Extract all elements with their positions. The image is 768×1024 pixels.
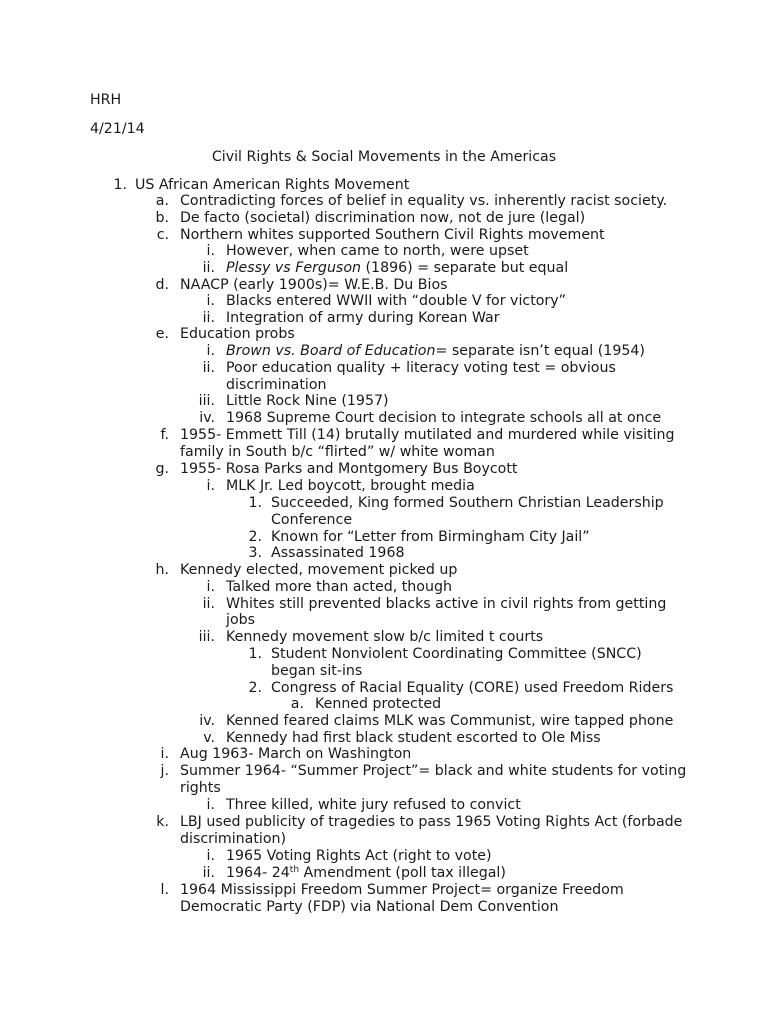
list-marker: iii.: [198, 393, 215, 409]
item-text: Kennedy had first black student escorted to Ole Miss: [226, 730, 601, 746]
list-item-text: [180, 461, 518, 478]
list-item-text: [180, 444, 495, 461]
list-marker: 2.: [248, 529, 262, 545]
list-marker: ii.: [202, 865, 215, 881]
list-marker: i.: [206, 243, 215, 259]
list-item-text: [180, 780, 221, 797]
list-marker: iii.: [198, 629, 215, 645]
item-text: Known for “Letter from Birmingham City Jail”: [271, 529, 590, 545]
item-text: NAACP (early 1900s)= W.E.B. Du Bios: [180, 277, 448, 293]
list-item-text: [226, 579, 452, 596]
list-marker: 1.: [248, 495, 262, 511]
list-item-text: [226, 243, 529, 260]
list-marker: i.: [206, 579, 215, 595]
list-marker: j.: [160, 763, 169, 779]
list-item-text: [226, 310, 500, 327]
list-marker: l.: [160, 882, 169, 898]
list-item-text: [180, 882, 624, 899]
list-marker: d.: [155, 277, 169, 293]
list-marker: ii.: [202, 596, 215, 612]
list-marker: 3.: [248, 545, 262, 561]
item-text: Student Nonviolent Coordinating Committee (SNCC): [271, 646, 642, 662]
list-item-text: [180, 746, 411, 763]
list-item-text: [135, 177, 409, 194]
list-item-text: [226, 848, 492, 865]
item-text: 1955- Emmett Till (14) brutally mutilated and murdered while visiting: [180, 427, 675, 443]
list-marker: 1.: [113, 177, 127, 193]
list-item-text: [180, 831, 286, 848]
item-text: family in South b/c “flirted” w/ white woman: [180, 444, 495, 460]
item-text: Kennedy movement slow b/c limited t courts: [226, 629, 544, 645]
item-text: Kenned protected: [315, 696, 442, 712]
item-text: Education probs: [180, 326, 295, 342]
item-text: However, when came to north, were upset: [226, 243, 529, 259]
list-marker: v.: [203, 730, 215, 746]
item-text: Congress of Racial Equality (CORE) used Freedom Riders: [271, 680, 674, 696]
item-text: Kenned feared claims MLK was Communist, wire tapped phone: [226, 713, 674, 729]
list-item-text: [180, 210, 585, 227]
item-text: (1896) = separate but equal: [361, 260, 569, 276]
list-marker: e.: [155, 326, 169, 342]
item-text: Little Rock Nine (1957): [226, 393, 389, 409]
item-text: Succeeded, King formed Southern Christian Leadership: [271, 495, 664, 511]
item-text: Poor education quality + literacy voting test = obvious: [226, 360, 616, 376]
case-title: Brown vs. Board of Education: [226, 343, 436, 359]
list-marker: i.: [160, 746, 169, 762]
list-marker: i.: [206, 343, 215, 359]
item-text: 1964 Mississippi Freedom Summer Project= organize Freedom: [180, 882, 624, 898]
list-marker: i.: [206, 293, 215, 309]
list-marker: c.: [156, 227, 169, 243]
list-marker: a.: [290, 696, 304, 712]
item-text: Democratic Party (FDP) via National Dem Convention: [180, 899, 559, 915]
list-item-text: [226, 360, 616, 377]
list-item-text: [226, 596, 666, 613]
list-item-text: [180, 193, 667, 210]
list-marker: a.: [155, 193, 169, 209]
list-marker: ii.: [202, 360, 215, 376]
list-item-text: [226, 730, 601, 747]
list-item-text: [180, 427, 675, 444]
item-text: jobs: [226, 612, 256, 628]
list-item-text: [180, 277, 448, 294]
item-text: discrimination): [180, 831, 287, 847]
page-title: Civil Rights & Social Movements in the Americas: [211, 149, 557, 165]
list-marker: i.: [206, 797, 215, 813]
list-item-text: [180, 326, 295, 343]
item-text: = separate isn’t equal (1954): [435, 343, 645, 359]
case-title: Plessy vs Ferguson: [226, 260, 361, 276]
item-text: US African American Rights Movement: [135, 177, 410, 193]
list-marker: i.: [206, 478, 215, 494]
list-marker: f.: [160, 427, 169, 443]
list-item-text: [226, 478, 475, 495]
item-text: 1968 Supreme Court decision to integrate schools all at once: [226, 410, 662, 426]
list-item-text: [226, 865, 506, 882]
list-item-text: [271, 545, 405, 562]
list-item-text: [271, 495, 664, 512]
list-item-text: [226, 713, 673, 730]
list-item-text: [226, 293, 566, 310]
item-text: Kennedy elected, movement picked up: [180, 562, 458, 578]
list-marker: g.: [155, 461, 169, 477]
ordinal-superscript: th: [289, 865, 300, 875]
list-marker: 1.: [248, 646, 262, 662]
list-marker: iv.: [199, 713, 215, 729]
item-text: 1964- 24: [226, 865, 290, 881]
item-text: Three killed, white jury refused to convict: [226, 797, 521, 813]
item-text: Conference: [271, 512, 353, 528]
list-item-text: [180, 227, 605, 244]
author-initials: HRH: [90, 92, 122, 108]
list-item-text: [315, 696, 441, 713]
item-text: Summer 1964- “Summer Project”= black and white students for voting: [180, 763, 687, 779]
list-item-text: [180, 763, 686, 780]
item-text: 1955- Rosa Parks and Montgomery Bus Boycott: [180, 461, 518, 477]
list-marker: ii.: [202, 310, 215, 326]
item-text: Talked more than acted, though: [226, 579, 452, 595]
item-text: De facto (societal) discrimination now, not de jure (legal): [180, 210, 586, 226]
list-item-text: [226, 612, 255, 629]
item-text: Whites still prevented blacks active in civil rights from getting: [226, 596, 667, 612]
list-item-text: [271, 646, 642, 663]
item-text: began sit-ins: [271, 663, 363, 679]
item-text: Contradicting forces of belief in equality vs. inherently racist society.: [180, 193, 668, 209]
list-item-text: [226, 393, 389, 410]
list-item-text: [180, 899, 558, 916]
item-text: MLK Jr. Led boycott, brought media: [226, 478, 475, 494]
list-marker: h.: [155, 562, 169, 578]
list-item-text: [180, 814, 682, 831]
list-item-text: [180, 562, 457, 579]
item-text: Northern whites supported Southern Civil Rights movement: [180, 227, 605, 243]
item-text: LBJ used publicity of tragedies to pass 1965 Voting Rights Act (forbade: [180, 814, 683, 830]
list-marker: ii.: [202, 260, 215, 276]
list-item-text: [226, 410, 661, 427]
list-marker: iv.: [199, 410, 215, 426]
list-item-text: [226, 260, 568, 277]
list-marker: b.: [155, 210, 169, 226]
item-text: discrimination: [226, 377, 327, 393]
item-text: rights: [180, 780, 221, 796]
item-text-continued: Amendment (poll tax illegal): [299, 865, 506, 881]
item-text: Assassinated 1968: [271, 545, 405, 561]
list-item-text: [226, 343, 645, 360]
list-item-text: [226, 377, 327, 394]
list-marker: 2.: [248, 680, 262, 696]
list-item-text: [271, 512, 352, 529]
list-item-text: [271, 529, 590, 546]
list-item-text: [271, 663, 362, 680]
list-marker: k.: [156, 814, 169, 830]
item-text: Blacks entered WWII with “double V for victory”: [226, 293, 567, 309]
item-text: Aug 1963- March on Washington: [180, 746, 412, 762]
date: 4/21/14: [90, 121, 145, 137]
list-item-text: [226, 629, 543, 646]
list-item-text: [271, 680, 673, 697]
list-item-text: [226, 797, 521, 814]
item-text: 1965 Voting Rights Act (right to vote): [226, 848, 492, 864]
item-text: Integration of army during Korean War: [226, 310, 500, 326]
list-marker: i.: [206, 848, 215, 864]
